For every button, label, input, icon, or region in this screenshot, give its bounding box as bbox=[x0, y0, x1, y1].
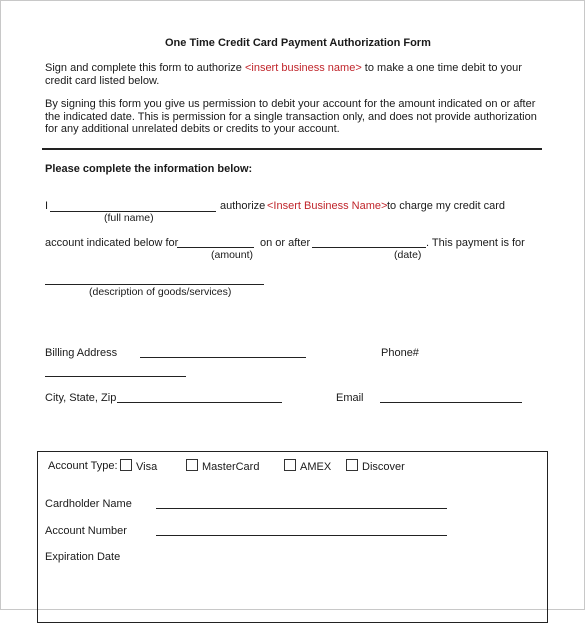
city-state-zip-field[interactable] bbox=[117, 402, 282, 403]
account-indicated-label: account indicated below for bbox=[45, 237, 179, 249]
discover-checkbox[interactable] bbox=[346, 459, 358, 471]
account-number-field[interactable] bbox=[156, 535, 447, 536]
section-divider bbox=[42, 148, 542, 150]
billing-address-field[interactable] bbox=[140, 357, 306, 358]
visa-label: Visa bbox=[136, 461, 158, 473]
amex-option[interactable] bbox=[284, 459, 331, 474]
payment-for-label: . This payment is for bbox=[426, 237, 525, 249]
charge-card-label: to charge my credit card bbox=[387, 200, 505, 212]
billing-address-line2-field[interactable] bbox=[45, 376, 186, 377]
billing-address-label: Billing Address bbox=[45, 347, 118, 359]
account-type-label: Account Type: bbox=[48, 460, 118, 472]
discover-option[interactable] bbox=[346, 459, 405, 474]
account-number-label: Account Number bbox=[45, 525, 127, 537]
visa-option[interactable] bbox=[120, 459, 157, 474]
intro-business-placeholder: <insert business name> bbox=[244, 62, 362, 74]
mastercard-checkbox[interactable] bbox=[186, 459, 198, 471]
full-name-caption: (full name) bbox=[104, 212, 154, 224]
description-caption: (description of goods/services) bbox=[89, 286, 232, 298]
date-caption: (date) bbox=[394, 249, 422, 261]
i-label: I bbox=[45, 200, 49, 212]
cardholder-name-field[interactable] bbox=[156, 508, 447, 509]
section-heading: Please complete the information below: bbox=[45, 163, 253, 175]
visa-checkbox[interactable] bbox=[120, 459, 132, 471]
disclaimer-paragraph: By signing this form you give us permission to debit your account for the amount indicated on or after the indicated date. This is permission for a single transaction only, and does not provide authorization for any additional unrelated debits or credits to your account. bbox=[45, 98, 537, 135]
intro-text-end: to make a one time debit to your credit card listed below. bbox=[45, 62, 522, 87]
form-title: One Time Credit Card Payment Authorization Form bbox=[165, 37, 431, 49]
email-field[interactable] bbox=[380, 402, 522, 403]
authorize-label: authorize bbox=[220, 200, 266, 212]
mastercard-label: MasterCard bbox=[202, 461, 260, 473]
amount-caption: (amount) bbox=[211, 249, 254, 261]
amount-field[interactable] bbox=[177, 247, 254, 248]
intro-paragraph bbox=[45, 62, 543, 87]
expiration-date-label: Expiration Date bbox=[45, 551, 121, 563]
amex-checkbox[interactable] bbox=[284, 459, 296, 471]
phone-label: Phone# bbox=[381, 347, 419, 359]
business-name-placeholder: <Insert Business Name> bbox=[267, 200, 388, 212]
city-state-zip-label: City, State, Zip bbox=[45, 392, 117, 404]
on-or-after-label: on or after bbox=[260, 237, 311, 249]
description-field[interactable] bbox=[45, 284, 264, 285]
mastercard-option[interactable] bbox=[186, 459, 259, 474]
email-label: Email bbox=[336, 392, 364, 404]
discover-label: Discover bbox=[362, 461, 405, 473]
amex-label: AMEX bbox=[300, 461, 332, 473]
date-field[interactable] bbox=[312, 247, 426, 248]
cardholder-name-label: Cardholder Name bbox=[45, 498, 132, 510]
intro-text-start: Sign and complete this form to authorize bbox=[45, 62, 245, 74]
